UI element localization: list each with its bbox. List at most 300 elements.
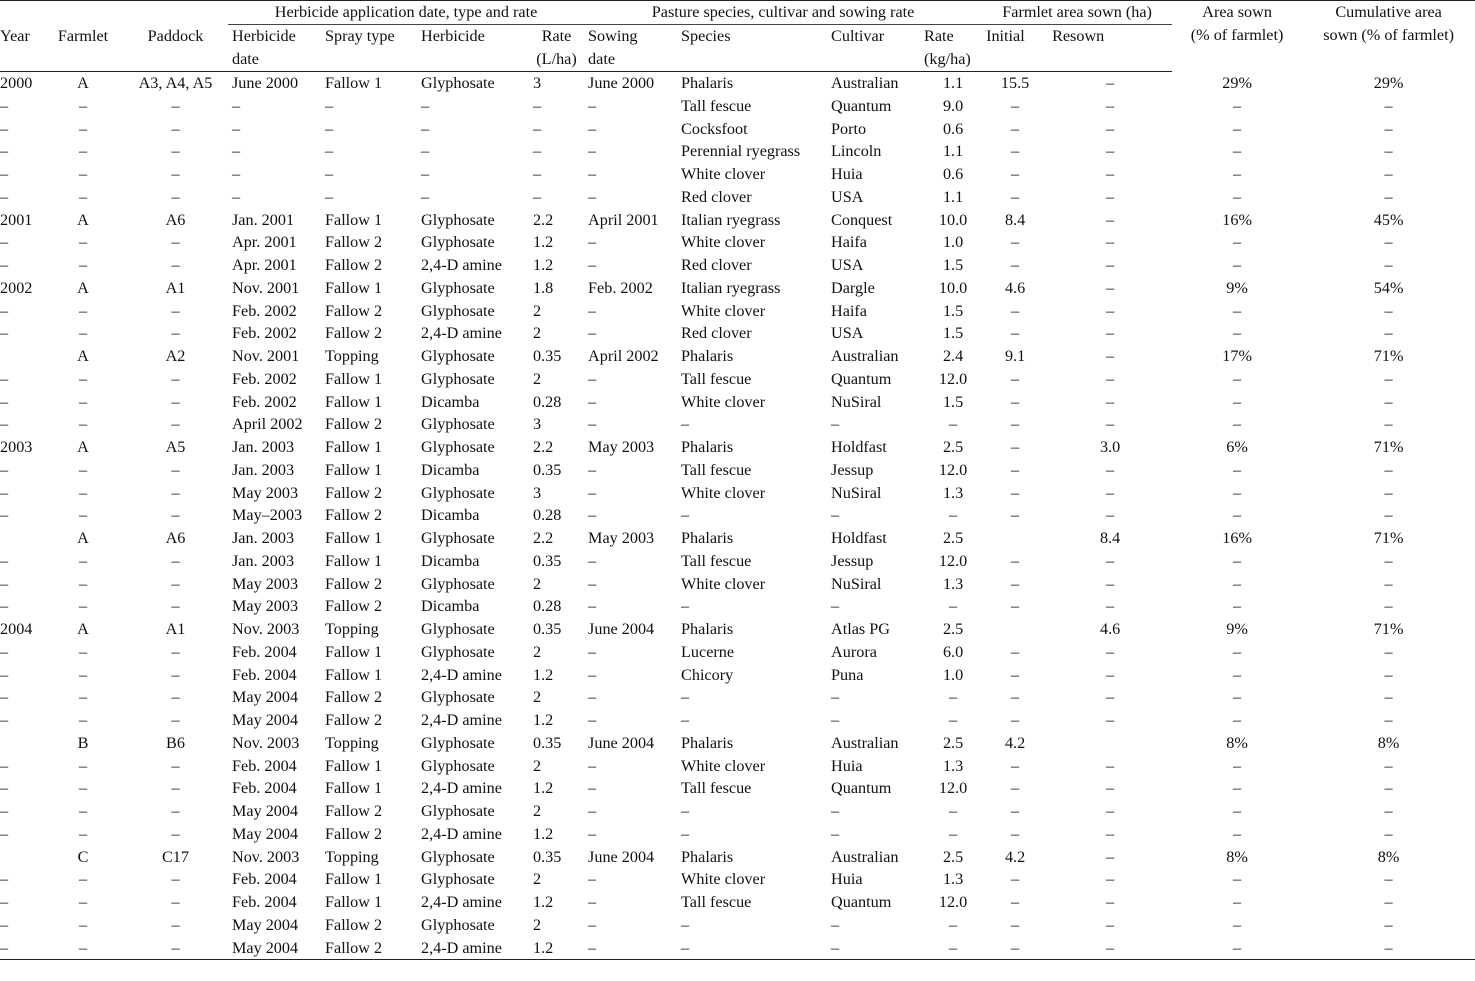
cell-spray: Fallow 2 [325, 301, 383, 320]
sowing-date-header [584, 25, 681, 72]
cell-paddock: – [171, 483, 180, 502]
cell-herb-rate: 2 [533, 324, 542, 343]
cell-initial: 9.1 [1004, 347, 1026, 365]
cell-spray: Fallow 1 [325, 779, 383, 798]
cell-spray: Fallow 1 [325, 893, 383, 911]
cell-cumulative: 71% [1373, 620, 1404, 638]
cell-species: Italian ryegrass [681, 210, 781, 229]
cell-resown: – [1106, 96, 1115, 115]
cell-sow-rate: 12.0 [938, 460, 968, 479]
cell-year: – [0, 415, 9, 434]
cell-resown: – [1106, 642, 1115, 661]
cell-initial: – [1011, 187, 1020, 206]
cell-sow-date: – [588, 301, 597, 320]
cell-initial: – [1011, 506, 1020, 525]
cell-year: – [0, 711, 9, 729]
cell-spray: – [325, 187, 334, 206]
cell-year: 2004 [0, 620, 33, 638]
table-row [0, 322, 1475, 345]
cell-initial: – [1011, 369, 1020, 388]
cell-cumulative: – [1384, 460, 1393, 479]
cell-farmlet: – [78, 392, 88, 411]
cell-sow-date: – [588, 142, 597, 161]
cell-resown: – [1106, 915, 1115, 934]
cell-farmlet: – [78, 165, 88, 183]
cell-spray: Fallow 2 [325, 688, 383, 707]
cell-sow-date: – [588, 460, 597, 479]
cell-area: – [1233, 392, 1242, 411]
cell-herb-date: Jan. 2003 [232, 551, 295, 570]
cell-initial [982, 618, 1048, 641]
cell-herbicide: Glyphosate [421, 574, 495, 593]
cell-herbicide: Glyphosate [421, 415, 495, 434]
cell-initial: – [1011, 688, 1020, 707]
cell-initial: – [1011, 165, 1020, 183]
cell-herb-rate: 3 [533, 74, 542, 92]
cell-herb-date: May 2004 [232, 824, 299, 843]
cell-cultivar: – [831, 802, 840, 820]
cell-cumulative: 45% [1373, 210, 1404, 229]
cell-resown: – [1106, 756, 1115, 775]
cell-sow-rate: 10.0 [938, 278, 968, 297]
cell-area: – [1233, 165, 1242, 183]
cell-area: – [1233, 460, 1242, 479]
cell-area: 6% [1226, 438, 1248, 456]
cell-species: – [681, 506, 690, 525]
cell-initial: – [1011, 551, 1020, 570]
cell-initial: – [1011, 483, 1020, 502]
cell-year: – [0, 665, 9, 684]
cell-cumulative: – [1384, 597, 1393, 616]
cell-cultivar: – [831, 937, 924, 960]
cell-spray: Fallow 2 [325, 483, 383, 502]
herbicide-date-header [228, 25, 325, 72]
cell-herb-rate: 0.35 [533, 460, 562, 479]
cell-initial: 8.4 [1004, 210, 1026, 229]
cell-cultivar: – [831, 597, 840, 616]
cell-paddock: – [171, 301, 180, 320]
cell-farmlet: – [78, 460, 88, 479]
cell-herbicide: Glyphosate [421, 210, 495, 229]
cell-herb-rate: 0.35 [533, 847, 562, 866]
cell-area: – [1233, 415, 1242, 434]
cell-herb-rate: 0.35 [533, 551, 562, 570]
cell-species: White clover [681, 301, 766, 320]
cell-area: – [1233, 324, 1242, 343]
cell-herbicide: Dicamba [421, 460, 480, 479]
cell-herb-date: Feb. 2002 [232, 392, 297, 411]
cell-area: 17% [1222, 347, 1252, 365]
cell-farmlet: – [43, 937, 123, 960]
table-row [0, 413, 1475, 436]
cell-area: – [1233, 688, 1242, 707]
cell-year: – [0, 574, 9, 593]
cell-farmlet: – [78, 870, 88, 889]
cell-initial: – [1011, 460, 1020, 479]
cell-sow-date: – [588, 870, 597, 889]
cell-herb-rate: 0.28 [533, 506, 562, 525]
cell-initial: – [1011, 711, 1020, 729]
cell-cultivar: – [831, 688, 840, 707]
cell-cumulative: – [1384, 711, 1393, 729]
cell-cumulative: – [1384, 756, 1393, 775]
cell-spray: Fallow 1 [325, 210, 383, 229]
cell-herb-date: May 2003 [232, 574, 299, 593]
cell-area: 8% [1226, 847, 1248, 866]
area-sown-header-line2: (% of farmlet) [1190, 26, 1284, 44]
cell-area: – [1233, 551, 1242, 570]
cell-herbicide: 2,4-D amine [421, 937, 529, 960]
cell-cumulative: 71% [1373, 529, 1404, 547]
cell-paddock: – [171, 165, 180, 183]
resown-header: Resown [1048, 25, 1172, 72]
cell-area: 9% [1226, 278, 1248, 297]
cell-sow-rate: – [949, 824, 958, 843]
cell-paddock: – [171, 779, 180, 798]
cell-herb-rate: 2 [533, 369, 542, 388]
cell-cultivar: Quantum [831, 369, 892, 388]
cell-cumulative: – [1384, 324, 1393, 343]
cell-initial: – [1011, 256, 1020, 274]
cell-paddock: A3, A4, A5 [138, 74, 213, 92]
cell-cultivar: – [831, 711, 840, 729]
cell-resown: – [1106, 119, 1115, 138]
cell-year: – [0, 256, 9, 274]
cell-cultivar: USA [831, 187, 864, 206]
cell-cultivar: Huia [831, 870, 863, 889]
cell-sow-date: – [588, 688, 597, 707]
cell-sow-rate: 1.0 [942, 665, 964, 684]
cell-cultivar: Australian [831, 733, 899, 752]
table-row [0, 277, 1475, 300]
cell-area: – [1233, 142, 1242, 161]
cell-paddock: – [171, 369, 180, 388]
area-sown-header-line1: Area sown [1202, 3, 1272, 21]
cell-resown: – [1106, 574, 1115, 593]
cell-resown: – [1106, 392, 1115, 411]
cell-resown: 3.0 [1099, 438, 1121, 456]
cumulative-header-line1: Cumulative area [1335, 3, 1442, 21]
cell-cumulative: – [1384, 642, 1393, 661]
table-row [0, 573, 1475, 596]
cell-sow-rate: 10.0 [938, 210, 968, 229]
cell-year [0, 846, 43, 869]
cell-year: 2003 [0, 438, 33, 456]
cell-herb-rate: 2 [533, 802, 542, 820]
cell-cultivar: USA [831, 324, 864, 343]
cell-species: – [681, 597, 690, 616]
cell-paddock: – [123, 937, 228, 960]
cell-sow-rate: 0.6 [942, 119, 964, 138]
cell-herb-date: Apr. 2001 [232, 233, 297, 252]
cell-resown: – [1106, 233, 1115, 252]
cell-sow-date: April 2002 [588, 347, 659, 365]
cell-herb-date: May 2003 [232, 597, 299, 616]
cell-herb-rate: 1.2 [533, 711, 554, 729]
cell-sow-rate: 2.4 [942, 347, 964, 365]
cell-herb-rate: 3 [533, 415, 542, 434]
cell-species: – [681, 711, 690, 729]
cell-year: – [0, 779, 9, 798]
cell-spray: Fallow 2 [325, 324, 383, 343]
cell-area: – [1233, 870, 1242, 889]
cell-farmlet: – [78, 551, 88, 570]
cell-species: Tall fescue [681, 779, 752, 798]
spray-type-header: Spray type [325, 25, 421, 72]
cell-species: Phalaris [681, 74, 734, 92]
cell-herb-rate: 2 [533, 688, 542, 707]
cell-area: – [1233, 779, 1242, 798]
cell-species: Perennial ryegrass [681, 142, 801, 161]
cell-herbicide: Dicamba [421, 551, 480, 570]
sowing-rate-header [924, 25, 982, 72]
cell-sow-date: – [588, 597, 597, 616]
cell-initial: 4.2 [1004, 847, 1026, 866]
cell-herb-rate: 2 [533, 915, 542, 934]
cell-cumulative: 8% [1377, 733, 1400, 752]
cell-cumulative: – [1384, 187, 1393, 206]
table-row [0, 846, 1475, 869]
cell-cultivar: Quantum [831, 779, 892, 798]
cell-cultivar: NuSiral [831, 574, 882, 593]
cell-resown: – [1106, 779, 1115, 798]
table-row [0, 664, 1475, 687]
table-row [0, 800, 1475, 823]
cell-sow-rate: – [949, 711, 958, 729]
cell-herb-date: Feb. 2002 [232, 324, 297, 343]
cell-cultivar: Australian [831, 74, 899, 92]
cell-paddock: A6 [165, 529, 186, 547]
cell-farmlet: C [77, 847, 89, 866]
cell-year: – [0, 165, 9, 183]
cell-sow-date: – [588, 119, 597, 138]
cell-cultivar: – [831, 824, 840, 843]
cell-resown: – [1106, 711, 1115, 729]
cell-paddock: – [171, 506, 180, 525]
cell-paddock: – [171, 597, 180, 616]
cell-herb-date: Nov. 2003 [232, 733, 300, 752]
cell-sow-rate: 1.1 [942, 187, 964, 206]
cell-spray: Fallow 1 [325, 642, 383, 661]
cell-resown: – [1048, 937, 1172, 960]
cell-herbicide: Glyphosate [421, 847, 495, 866]
cell-year [0, 732, 43, 755]
cell-cultivar: Jessup [831, 551, 874, 570]
cell-herb-rate: – [533, 119, 542, 138]
table-row [0, 254, 1475, 277]
cell-species: Tall fescue [681, 96, 752, 115]
cell-year: – [0, 233, 9, 252]
header-group-row [0, 1, 1475, 25]
cell-sow-date: – [588, 756, 597, 775]
table-row [0, 641, 1475, 664]
cell-spray: Fallow 1 [325, 460, 383, 479]
cell-farmlet: – [78, 142, 88, 161]
cell-paddock: A6 [165, 210, 186, 229]
cell-herb-date: Feb. 2002 [232, 369, 297, 388]
cell-resown: – [1106, 210, 1115, 229]
cell-initial: – [1011, 756, 1020, 775]
cell-year: – [0, 642, 9, 661]
cell-farmlet: – [78, 893, 88, 911]
cell-species: Tall fescue [681, 893, 752, 911]
paddock-header: Paddock [123, 25, 228, 72]
cell-species: Red clover [681, 324, 752, 343]
cell-initial: – [1011, 802, 1020, 820]
cell-farmlet: – [78, 824, 88, 843]
cell-farmlet: – [78, 369, 88, 388]
cell-initial: – [1011, 415, 1020, 434]
cell-herbicide: Glyphosate [421, 733, 495, 752]
cell-paddock: – [171, 96, 180, 115]
cell-species: White clover [681, 233, 766, 252]
cell-cumulative: – [1384, 165, 1393, 183]
cell-area: – [1233, 96, 1242, 115]
cell-spray: Topping [325, 733, 379, 752]
cell-cumulative: 71% [1373, 347, 1404, 365]
table-row [0, 823, 1475, 846]
cell-sow-date: June 2000 [588, 74, 655, 92]
table-row [0, 72, 1475, 95]
cell-herb-date: – [232, 165, 241, 183]
cell-area: – [1233, 301, 1242, 320]
cell-species: Phalaris [681, 620, 734, 638]
cell-herb-date: May 2003 [232, 483, 299, 502]
cell-spray: Fallow 1 [325, 74, 383, 92]
cell-herbicide: – [421, 142, 430, 161]
cell-paddock: – [171, 711, 180, 729]
cell-cultivar: Conquest [831, 210, 893, 229]
cell-herb-rate: 0.35 [533, 733, 562, 752]
cell-sow-date: June 2004 [588, 620, 655, 638]
table-row [0, 118, 1475, 141]
cell-initial: – [1011, 438, 1020, 456]
cell-sow-rate: 1.1 [942, 142, 964, 161]
cell-herb-date: Apr. 2001 [232, 256, 297, 274]
cell-herbicide: Dicamba [421, 392, 480, 411]
cell-resown: – [1106, 324, 1115, 343]
cell-sow-date: May 2003 [588, 438, 655, 456]
cell-sow-date: – [588, 893, 597, 911]
cell-farmlet: – [78, 756, 88, 775]
cell-herb-date: Feb. 2004 [232, 665, 297, 684]
cell-sow-rate: – [949, 597, 958, 616]
cell-sow-rate: 2.5 [942, 847, 964, 866]
cell-sow-date: Feb. 2002 [588, 278, 653, 297]
cell-initial: – [1011, 824, 1020, 843]
cell-resown: 4.6 [1099, 620, 1121, 638]
cell-initial: – [1011, 301, 1020, 320]
cell-cumulative: – [1384, 802, 1393, 820]
cell-sow-date: – [588, 824, 597, 843]
cell-farmlet: – [78, 711, 88, 729]
table-row [0, 368, 1475, 391]
table-row [0, 391, 1475, 414]
cell-area: – [1233, 824, 1242, 843]
cell-cumulative: – [1384, 96, 1393, 115]
cell-spray: Topping [325, 847, 379, 866]
cell-cumulative: – [1384, 665, 1393, 684]
cell-year: – [0, 756, 9, 775]
cell-species: – [681, 415, 690, 434]
cell-year: – [0, 870, 9, 889]
cell-year: – [0, 369, 9, 388]
cell-herb-date: Feb. 2004 [232, 893, 297, 911]
cell-area: – [1233, 711, 1242, 729]
cell-cumulative: – [1384, 119, 1393, 138]
cell-sow-rate: 1.3 [942, 574, 964, 593]
cell-species: Phalaris [681, 847, 734, 866]
cell-herb-date: May 2004 [232, 802, 299, 820]
cell-area: – [1233, 483, 1242, 502]
cell-cultivar: Haifa [831, 233, 867, 252]
cell-resown: – [1106, 165, 1115, 183]
cell-sow-rate: 6.0 [942, 642, 964, 661]
cell-farmlet: A [77, 438, 89, 456]
cell-cumulative: – [1384, 256, 1393, 274]
cell-herb-date: Feb. 2004 [232, 779, 297, 798]
cell-farmlet: – [78, 642, 88, 661]
cell-initial: 15.5 [1000, 74, 1030, 92]
cell-year: – [0, 824, 9, 843]
cell-herbicide: Glyphosate [421, 438, 495, 456]
cell-sow-date: – [588, 165, 597, 183]
table-row [0, 686, 1475, 709]
table-row [0, 755, 1475, 778]
cell-paddock: A1 [165, 620, 186, 638]
cell-herb-rate: 2.2 [533, 438, 554, 456]
cell-herbicide: Glyphosate [421, 483, 495, 502]
cell-cumulative: – [1384, 574, 1393, 593]
cell-year: – [0, 142, 9, 161]
cell-herb-rate: 1.2 [533, 893, 554, 911]
cell-spray: Fallow 1 [325, 369, 383, 388]
cell-initial: 4.6 [1004, 278, 1026, 297]
cell-area: – [1233, 597, 1242, 616]
cell-paddock: – [171, 802, 180, 820]
cell-farmlet: B [77, 733, 89, 752]
cell-year: 2000 [0, 74, 33, 92]
cell-species: Red clover [681, 187, 752, 206]
cell-cultivar: Aurora [831, 642, 877, 661]
herbicide-rate-header-line1: Rate [541, 27, 572, 45]
cell-spray: Fallow 2 [325, 597, 383, 616]
cell-herbicide: Glyphosate [421, 802, 495, 820]
cell-farmlet: – [78, 915, 88, 934]
cumulative-header-line2: sown (% of farmlet) [1323, 26, 1454, 44]
cell-farmlet: – [78, 483, 88, 502]
cumulative-header [1302, 1, 1475, 72]
initial-header: Initial [982, 25, 1048, 72]
year-header: Year [0, 25, 43, 72]
table-row [0, 937, 1475, 960]
cell-year: – [0, 506, 9, 525]
cell-sow-rate: 1.5 [942, 392, 964, 411]
cell-resown: – [1106, 460, 1115, 479]
cell-sow-date: – [588, 574, 597, 593]
species-header: Species [681, 25, 831, 72]
cell-farmlet: – [78, 574, 88, 593]
cell-resown: – [1106, 551, 1115, 570]
cell-farmlet: – [78, 187, 88, 206]
cell-paddock: – [171, 915, 180, 934]
cell-species: Cocksfoot [681, 119, 748, 138]
cell-cultivar: Lincoln [831, 142, 882, 161]
cell-area: 9% [1226, 620, 1248, 638]
cell-herb-date: Feb. 2004 [232, 756, 297, 775]
table-row [0, 709, 1475, 732]
cell-sow-rate: – [949, 802, 958, 820]
